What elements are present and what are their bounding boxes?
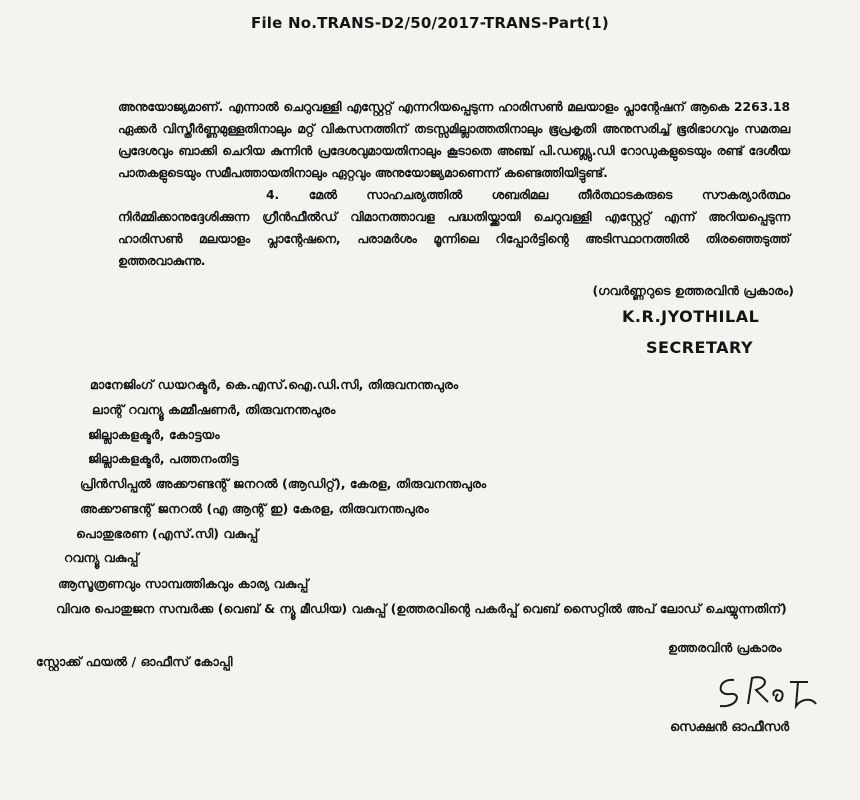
signatory-name: K.R.JYOTHILAL bbox=[622, 307, 760, 326]
paragraph-4: 4. മേൽ സാഹചര്യത്തിൽ ശബരിമല തീർത്ഥാടകരുടെ സൗകര്യാർത്ഥം നിർമ്മിക്കാനുദ്ദേശിക്കുന്ന ഗ്രീൻഫീൽഡ് വിമാനത്താവള പദ്ധതിയ്ക്കായി ചെറുവള്ളി എസ്റ്റേറ്റ് എന്ന് അറിയപ്പെടുന്ന ഹാരിസൺ മലയാളം പ്ലാന്റേഷനെ, പരാമർശം മൂന്നിലെ റിപ്പോർട്ടിന്റെ അടിസ്ഥാനത്തിൽ തിരഞ്ഞെടുത്ത് ഉത്തരവാകുന്നു. bbox=[118, 188, 790, 268]
recipient-7: പൊതുഭരണ (എസ്.സി) വകുപ്പ് bbox=[76, 526, 259, 541]
recipient-4: ജില്ലാകളക്ടർ, പത്തനംതിട്ട bbox=[88, 451, 239, 466]
recipient-6: അക്കൗണ്ടന്റ് ജനറൽ (എ ആന്റ് ഇ) കേരള, തിരുവനന്തപുരം bbox=[80, 501, 429, 516]
recipient-2: ലാന്റ് റവന്യൂ കമ്മീഷണർ, തിരുവനന്തപുരം bbox=[92, 402, 336, 417]
recipient-9: ആസൂത്രണവും സാമ്പത്തികവും കാര്യ വകുപ്പ് bbox=[58, 576, 309, 591]
order-body bbox=[118, 96, 790, 272]
handwritten-signature bbox=[712, 668, 822, 714]
recipient-3: ജില്ലാകളക്ടർ, കോട്ടയം bbox=[88, 427, 220, 442]
recipient-10: വിവര പൊതുജന സമ്പർക്ക (വെബ് & ന്യൂ മീഡിയ) വകുപ്പ് (ഉത്തരവിന്റെ പകർപ്പ് വെബ് സൈറ്റിൽ അപ് ലോഡ് ചെയ്യുന്നതിന്) bbox=[56, 601, 787, 616]
signatory-title: SECRETARY bbox=[646, 338, 754, 357]
file-number: File No.TRANS-D2/50/2017-TRANS-Part(1) bbox=[251, 14, 609, 32]
by-order-footer: ഉത്തരവിൻ പ്രകാരം bbox=[668, 640, 782, 655]
recipient-1: മാനേജിംഗ് ഡയറക്ടർ, കെ.എസ്.ഐ.ഡി.സി, തിരുവനന്തപുരം bbox=[90, 377, 459, 392]
recipient-11: സ്റ്റോക്ക് ഫയൽ / ഓഫീസ് കോപ്പി bbox=[36, 654, 233, 669]
recipient-8: റവന്യൂ വകുപ്പ് bbox=[64, 550, 139, 565]
by-order-of-governor: (ഗവർണ്ണറുടെ ഉത്തരവിൻ പ്രകാരം) bbox=[592, 283, 794, 298]
recipient-5: പ്രിൻസിപ്പൽ അക്കൗണ്ടന്റ് ജനറൽ (ആഡിറ്റ്), കേരള, തിരുവനന്തപുരം bbox=[80, 476, 487, 491]
section-officer: സെക്ഷൻ ഓഫീസർ bbox=[670, 720, 789, 735]
paragraph-continuation: അനുയോജ്യമാണ്. എന്നാൽ ചെറുവള്ളി എസ്റ്റേറ്റ് എന്നറിയപ്പെടുന്ന ഹാരിസൺ മലയാളം പ്ലാന്റേഷന് ആകെ 2263.18 ഏക്കർ വിസ്തീർണ്ണമുള്ളതിനാലും മറ്റ് വികസനത്തിന് തടസ്സമില്ലാത്തതിനാലും ഭൂപ്രകൃതി അനുസരിച്ച് ഭൂരിഭാഗവും സമതല പ്രദേശവും ബാക്കി ചെറിയ കുന്നിൻ പ്രദേശവുമായതിനാലും കൂടാതെ അഞ്ച് പി.ഡബ്ല്യു.ഡി റോഡുകളുടെയും രണ്ട് ദേശീയ പാതകളുടെയും സമീപത്തായതിനാലും ഏറ്റവും അനുയോജ്യമാണെന്ന് കണ്ടെത്തിയിട്ടുണ്ട്. bbox=[118, 100, 790, 180]
